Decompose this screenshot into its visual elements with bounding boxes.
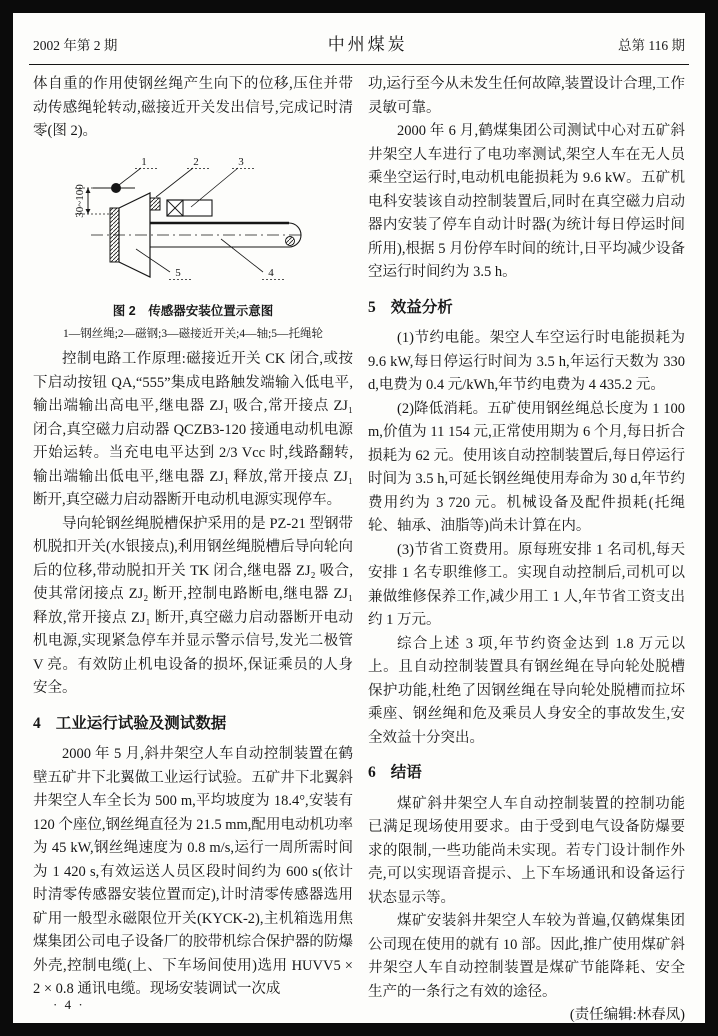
paragraph-reliability: 功,运行至今从未发生任何故障,装置设计合理,工作灵敏可靠。 — [368, 76, 685, 116]
figure-2 — [33, 148, 353, 343]
paragraph-benefit-energy: (1)节约电能。架空人车空运行时电能损耗为 9.6 kW,每日停运行时间为 3.5 h,年运行天数为 330 d,电费为 0.4 元/kWh,年节约电费为 4 435.2 元。 — [368, 330, 685, 393]
paragraph-timer-reset: 体自重的作用使钢丝绳产生向下的位移,压住并带动传感绳轮转动,磁接近开关发出信号,完成记时清零(图 2)。 — [33, 76, 353, 139]
page-header — [29, 13, 689, 65]
dimension-label: 30~100 — [74, 183, 86, 218]
figure-label-4: 4 — [268, 266, 274, 279]
paragraph-control-circuit: 控制电路工作原理:磁接近开关 CK 闭合,或按下启动按钮 QA,“555”集成电路触发端输入低电平,输出端输出高电平,继电器 ZJ₁ 吸合,常开接点 ZJ₁ 闭合,真空磁力启动器 QCZB3-120 接通电动机电源开始运转。当充电电平达到 2/3 Vcc 时,线路翻转,输出端输出低电平,继电器 ZJ₁ 释放,常开接点 ZJ₁ 断开,真空磁力启动器断开电动机电源实现停车。 — [33, 351, 353, 508]
section-4-title: 工业运行试验及测试数据 — [55, 714, 227, 732]
paragraph-benefit-wages: (3)节省工资费用。原每班安排 1 名司机,每天安排 1 名专职维修工。实现自动控制后,司机可以兼做维修保养工作,减少用工 1 人,年节省工资支出约 1 万元。 — [368, 541, 685, 628]
page-number: · 4 · — [53, 997, 85, 1012]
section-4-number: 4 — [33, 714, 41, 732]
page-sheet — [13, 13, 705, 1023]
magnet-symbol — [150, 198, 160, 210]
paragraph-conclusion-1: 煤矿斜井架空人车自动控制装置的控制功能已满足现场使用要求。由于受到电气设备防爆要求的限制,一些功能尚未实现。若专门设计制作外壳,可以实现语音提示、上下车场通讯和设备运行状态显示等。 — [368, 795, 685, 906]
header-issue: 2002 年第 2 期 — [33, 38, 118, 53]
paragraph-power-test: 2000 年 6 月,鹤煤集团公司测试中心对五矿斜井架空人车进行了电功率测试,架空人车在无人员乘坐空运行时,电动机电能损耗为 9.6 kW。五矿机电科安装该自动控制装置后,同时在真空磁力启动器内安装了停车自动计时器(为统计每日停运时间所用),根据 5 月份停车时间的统计,日平均减少设备空运行时间约为 3.5 h。 — [368, 123, 685, 280]
section-6-number: 6 — [368, 764, 376, 781]
figure-legend: 1—钢丝绳;2—磁钢;3—磁接近开关;4—轴;5—托绳轮 — [62, 328, 324, 340]
section-5-heading — [368, 296, 685, 320]
left-column — [33, 73, 353, 1005]
figure-label-5: 5 — [175, 266, 181, 279]
wire-rope-symbol — [93, 183, 135, 193]
section-4-heading — [33, 712, 353, 736]
paragraph-rope-protection: 导向轮钢丝绳脱槽保护采用的是 PZ-21 型钢带机脱扣开关(水银接点),利用钢丝绳脱槽后导向轮向后的位移,带动脱扣开关 TK 闭合,继电器 ZJ₂ 吸合,使其常闭接点 ZJ₂ 断开,控制电路断电,继电器 ZJ₁ 释放,常开接点 ZJ₁ 断开,真空磁力启动器断开电动机电源,实现紧急停车并显示警示信号,发光二极管 V 亮。有效防止机电设备的损坏,保证乘员的人身安全。 — [33, 515, 353, 696]
section-5-number: 5 — [368, 298, 376, 316]
paragraph-benefit-consumption: (2)降低消耗。五矿使用钢丝绳总长度为 1 100 m,价值为 11 154 元,正常使用期为 6 个月,每日折合损耗为 62 元。使用该自动控制装置后,每日停运行时间为 3.5 h,可延长钢丝绳使用寿命为 30 d,年节约费用约为 3 720 元。机械设备及配件损耗(托绳轮、轴承、油脂等)尚未计算在内。 — [368, 400, 685, 534]
paragraph-industrial-test: 2000 年 5 月,斜井架空人车自动控制装置在鹤壁五矿井下北翼做工业运行试验。五矿井下北翼斜井架空人车全长为 500 m,平均坡度为 18.4°,安装有 120 个座位,钢丝绳直径为 21.5 mm,配用电动机功率为 45 kW,钢丝绳速度为 0.8 m/s,运行一周所需时间为 1 420 s,有效运送人员区段时间约为 600 s(依计时清零传感器安装位置而定),计时清零传感器选用矿用一般型永磁限位开关(KYCK-2),主机箱选用焦煤集团公司电子设备厂的胶带机综合保护器的防爆外壳,控制电缆(上、下车场间使用)选用 HUVV5 × 2 × 0.8 通讯电缆。现场安装调试一次成 — [33, 746, 353, 997]
right-column — [368, 73, 685, 1023]
two-column-body — [13, 65, 705, 1023]
figure-label-1: 1 — [141, 155, 147, 168]
section-6-title: 结语 — [390, 764, 422, 781]
editor-credit: (责任编辑:林春凤) — [569, 1007, 685, 1023]
section-6-heading — [368, 761, 685, 785]
sensor-installation-diagram — [33, 148, 353, 298]
journal-title: 中州煤炭 — [327, 35, 408, 54]
figure-label-3: 3 — [238, 155, 244, 168]
paragraph-conclusion-2: 煤矿安装斜井架空人车较为普遍,仅鹤煤集团公司现在使用的就有 10 部。因此,推广使用煤矿斜井架空人车自动控制装置是煤矿节能降耗、安全生产的一条行之有效的途径。 — [368, 913, 685, 1000]
header-volume: 总第 116 期 — [618, 38, 685, 53]
dimension-marker — [74, 183, 115, 217]
figure-caption: 图 2 传感器安装位置示意图 — [112, 303, 274, 318]
paragraph-benefit-summary: 综合上述 3 项,年节约资金达到 1.8 万元以上。且自动控制装置具有钢丝绳在导向轮处脱槽保护功能,杜绝了因钢丝绳在导向轮处脱槽而拉坏乘座、钢丝绳和危及乘员人身安全的事故发生,安全效益十分突出。 — [368, 635, 685, 746]
figure-label-2: 2 — [193, 155, 199, 168]
proximity-switch-symbol — [167, 200, 212, 216]
section-5-title: 效益分析 — [390, 298, 453, 316]
